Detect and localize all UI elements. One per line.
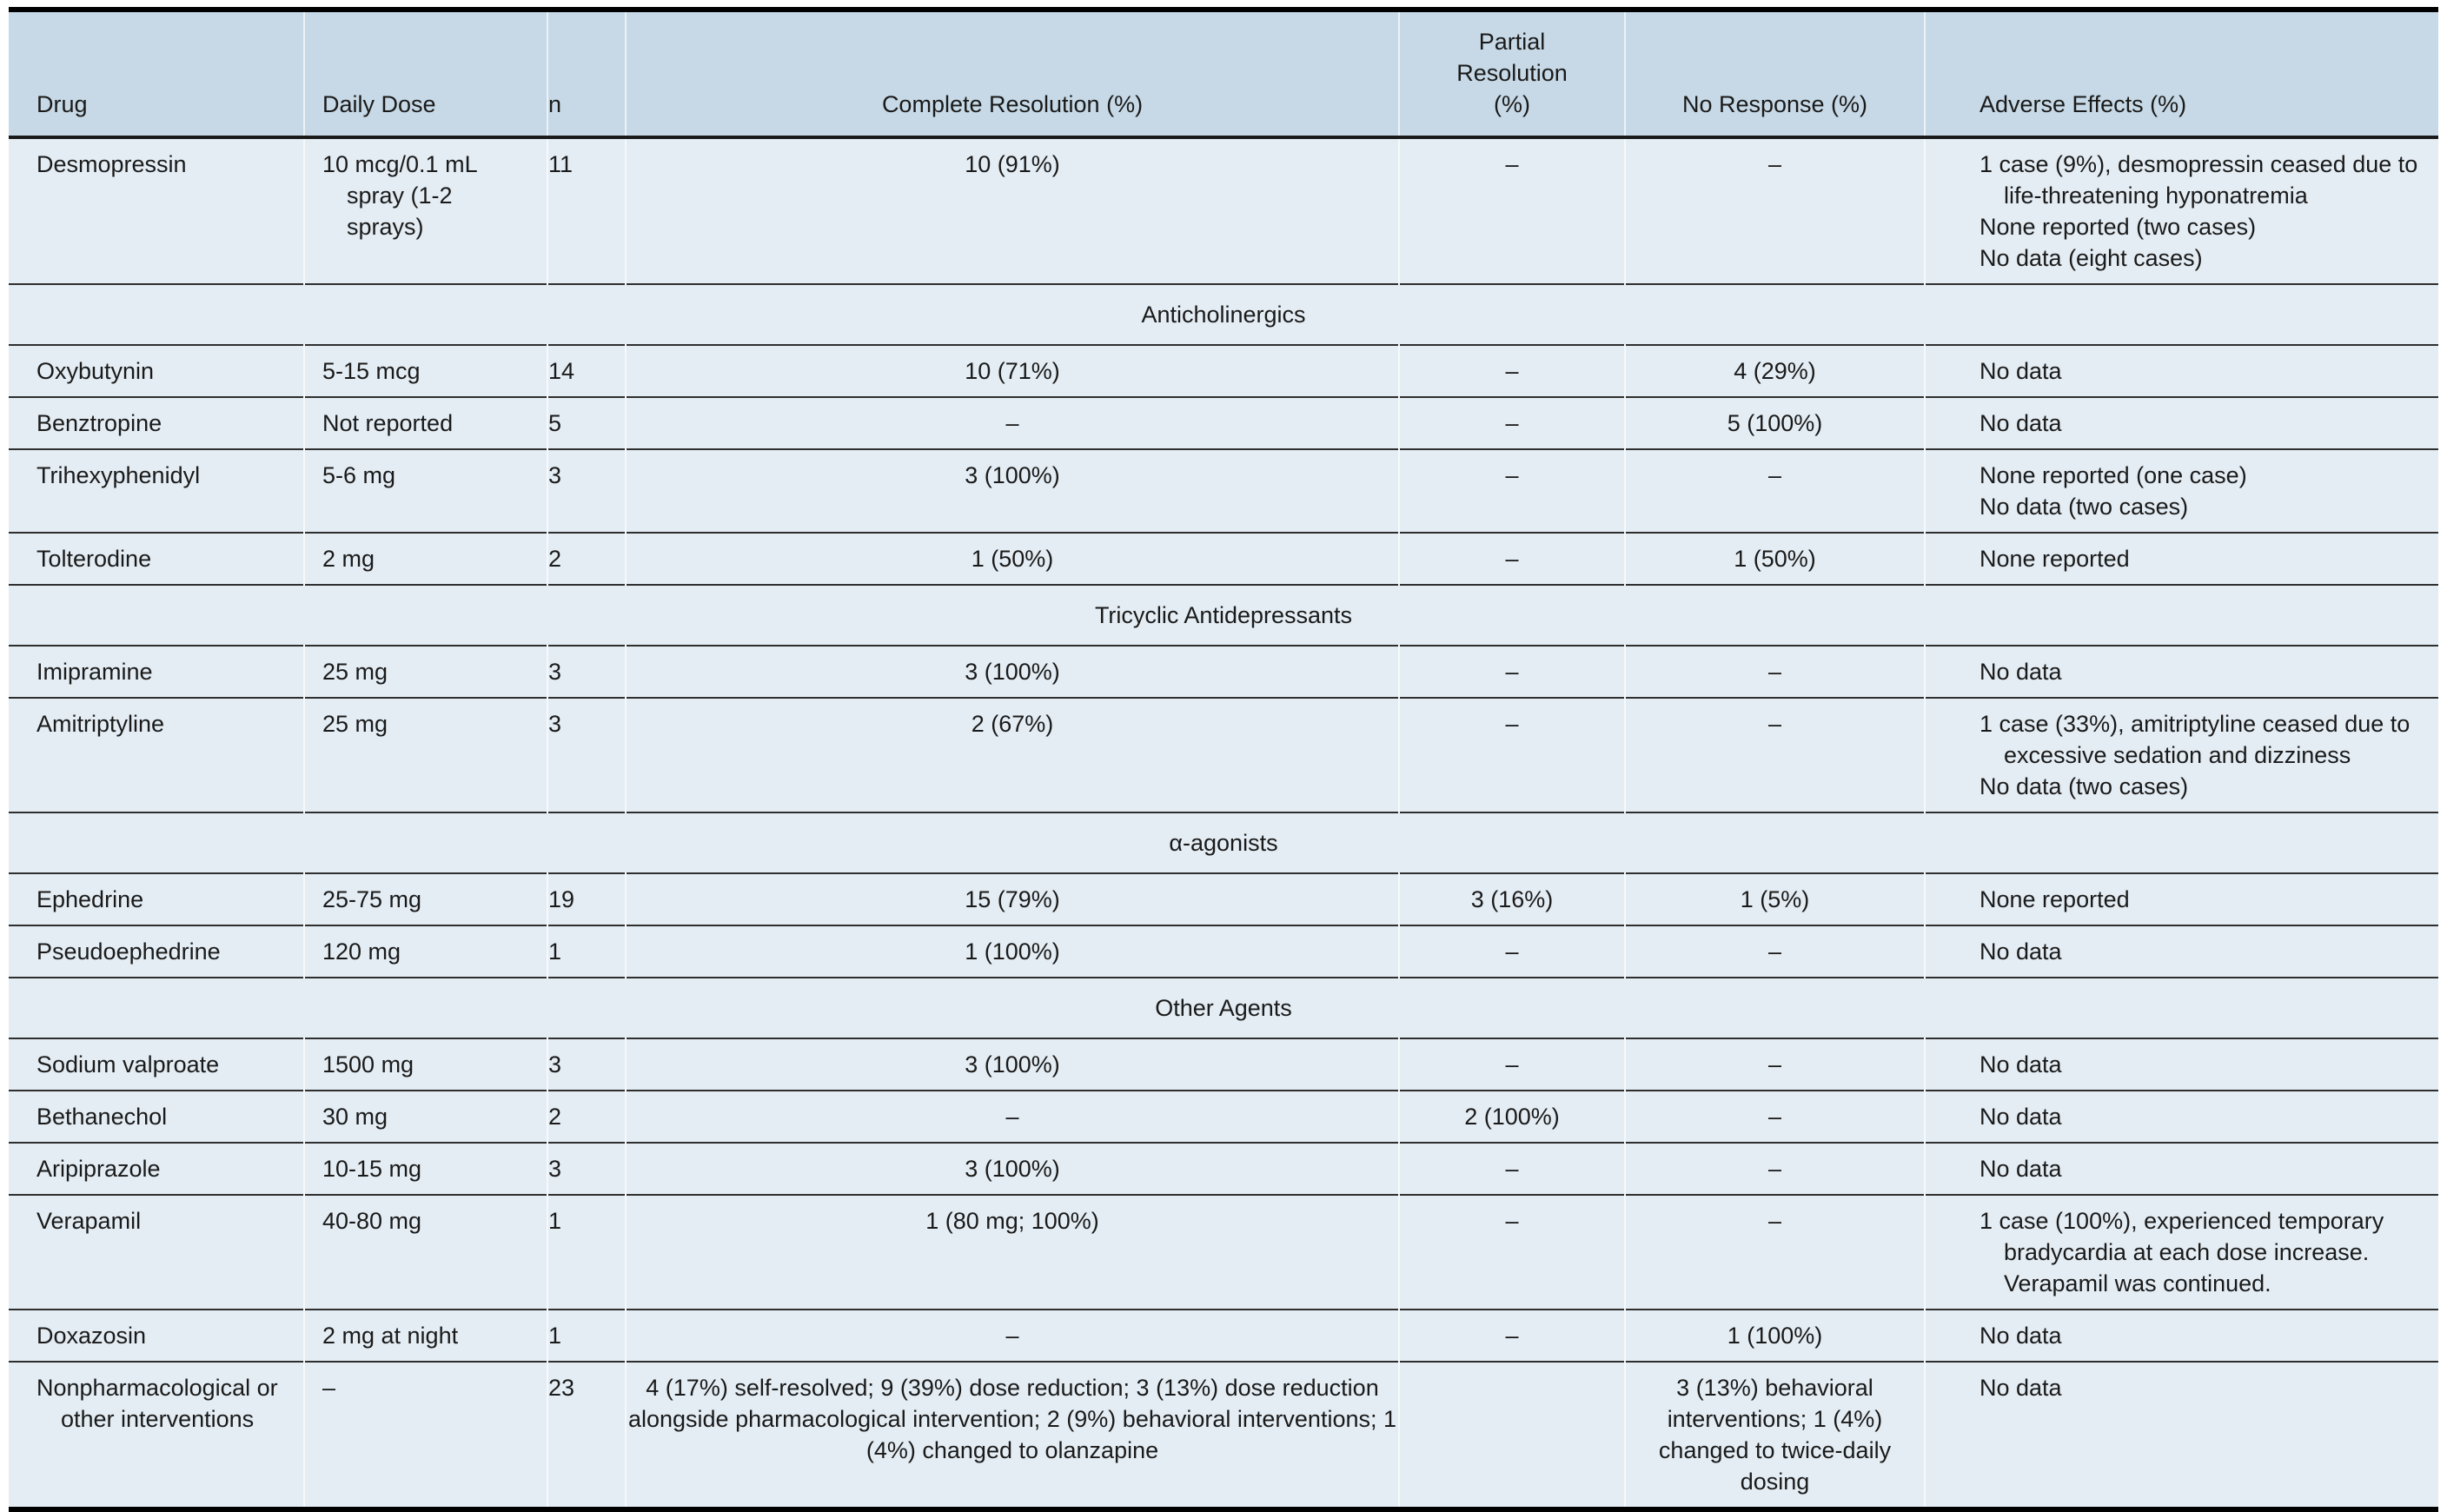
adverse-effect-entry: No data: [1979, 1104, 2062, 1130]
adverse-effects-cell: [1925, 397, 2438, 449]
drug-name-cell-text: Imipramine: [36, 659, 153, 685]
daily-dose-cell-text: 25 mg: [322, 711, 388, 737]
complete-resolution-cell: [626, 345, 1399, 397]
n-cell: [547, 1143, 626, 1195]
partial-resolution-cell: [1399, 345, 1625, 397]
partial-resolution-cell-text: –: [1505, 1051, 1519, 1078]
complete-resolution-cell-text: 2 (67%): [971, 711, 1054, 737]
no-response-cell-text: –: [1767, 1208, 1782, 1234]
column-header-adverse-effects: Adverse Effects (%): [1925, 10, 2438, 137]
complete-resolution-cell-text: 3 (100%): [965, 462, 1060, 488]
partial-resolution-cell: [1399, 1038, 1625, 1091]
adverse-effects-cell: [1925, 345, 2438, 397]
drug-name-cell-text: Ephedrine: [36, 886, 144, 912]
table-row: [9, 345, 2438, 397]
drug-name-cell-text: Doxazosin: [36, 1323, 147, 1349]
n-cell-text: 3: [548, 1051, 562, 1078]
daily-dose-cell-text: 2 mg at night: [322, 1323, 459, 1349]
daily-dose-cell: [304, 1195, 547, 1310]
daily-dose-cell: [304, 925, 547, 978]
n-cell: [547, 1038, 626, 1091]
partial-resolution-cell-text: –: [1505, 938, 1519, 965]
no-response-cell-text: –: [1767, 462, 1782, 488]
daily-dose-cell: [304, 345, 547, 397]
daily-dose-cell: [304, 1038, 547, 1091]
partial-resolution-cell-text: –: [1505, 711, 1519, 737]
n-cell: [547, 925, 626, 978]
drug-name-cell-text: Tolterodine: [36, 546, 152, 572]
daily-dose-cell-text: 2 mg: [322, 546, 375, 572]
n-cell-text: 11: [548, 151, 574, 177]
adverse-effect-entry: No data: [1979, 659, 2062, 685]
adverse-effects-cell: [1925, 925, 2438, 978]
adverse-effect-entry: No data: [1979, 1375, 2062, 1401]
no-response-cell-text: –: [1767, 1104, 1782, 1130]
daily-dose-cell-text: 1500 mg: [322, 1051, 414, 1078]
partial-resolution-cell-text: –: [1505, 410, 1519, 436]
table-row: [9, 397, 2438, 449]
section-label: α-agonists: [9, 812, 2438, 873]
complete-resolution-cell: [626, 1195, 1399, 1310]
drug-name-cell: [9, 449, 304, 533]
no-response-cell: [1625, 397, 1925, 449]
n-cell-text: 3: [548, 711, 562, 737]
partial-resolution-cell: [1399, 1195, 1625, 1310]
header-row: [9, 10, 2438, 137]
daily-dose-cell-text: Not reported: [322, 410, 454, 436]
complete-resolution-cell: [626, 137, 1399, 284]
drug-outcomes-table: [9, 7, 2438, 1512]
complete-resolution-cell-text: 1 (100%): [965, 938, 1060, 965]
daily-dose-cell: [304, 698, 547, 812]
column-header-drug: Drug: [9, 10, 304, 137]
drug-name-cell: [9, 1091, 304, 1143]
adverse-effects-cell: [1925, 698, 2438, 812]
column-header-complete-resolution: Complete Resolution (%): [626, 10, 1399, 137]
daily-dose-cell: [304, 646, 547, 698]
complete-resolution-cell-text: 1 (80 mg; 100%): [925, 1208, 1099, 1234]
table-row: [9, 873, 2438, 925]
complete-resolution-cell: [626, 646, 1399, 698]
complete-resolution-cell-text: 3 (100%): [965, 1156, 1060, 1182]
complete-resolution-cell: [626, 533, 1399, 585]
no-response-cell-text: 1 (5%): [1740, 886, 1810, 912]
adverse-effect-entry: No data: [1979, 1051, 2062, 1078]
column-header-partial-resolution: [1399, 10, 1625, 137]
daily-dose-cell-text: 30 mg: [322, 1104, 388, 1130]
n-cell-text: 14: [548, 358, 575, 384]
table-row: [9, 925, 2438, 978]
no-response-cell: [1625, 925, 1925, 978]
partial-resolution-cell-text: –: [1505, 1323, 1519, 1349]
complete-resolution-cell-text: 10 (91%): [965, 151, 1060, 177]
no-response-cell: [1625, 1362, 1925, 1509]
table-row: [9, 1195, 2438, 1310]
no-response-cell-text: –: [1767, 1051, 1782, 1078]
n-cell: [547, 1362, 626, 1509]
complete-resolution-cell: [626, 1143, 1399, 1195]
adverse-effect-entry: 1 case (9%), desmopressin ceased due to life-threatening hyponatremia: [1979, 151, 2418, 209]
daily-dose-cell: [304, 137, 547, 284]
complete-resolution-cell-text: –: [1005, 1104, 1019, 1130]
drug-name-cell: [9, 533, 304, 585]
adverse-effects-cell: [1925, 449, 2438, 533]
adverse-effects-cell: [1925, 646, 2438, 698]
adverse-effect-entry: None reported (two cases): [1979, 214, 2257, 240]
n-cell: [547, 533, 626, 585]
n-cell: [547, 397, 626, 449]
drug-name-cell-text: Trihexyphenidyl: [36, 462, 201, 488]
drug-name-cell-text: Desmopressin: [36, 151, 187, 177]
partial-resolution-cell-text: 3 (16%): [1470, 886, 1554, 912]
no-response-cell: [1625, 137, 1925, 284]
partial-resolution-cell: [1399, 533, 1625, 585]
no-response-cell-text: 3 (13%) behavioral interventions; 1 (4%) changed to twice-daily dosing: [1658, 1375, 1892, 1495]
no-response-cell: [1625, 1310, 1925, 1362]
drug-name-cell-text: Amitriptyline: [36, 711, 165, 737]
n-cell: [547, 1091, 626, 1143]
n-cell-text: 1: [548, 1208, 562, 1234]
complete-resolution-cell: [626, 1310, 1399, 1362]
drug-name-cell-text: Verapamil: [36, 1208, 142, 1234]
complete-resolution-cell-text: 3 (100%): [965, 659, 1060, 685]
adverse-effect-entry: No data (two cases): [1979, 773, 2189, 799]
no-response-cell-text: 4 (29%): [1734, 358, 1816, 384]
complete-resolution-cell: [626, 873, 1399, 925]
daily-dose-cell-text: 40-80 mg: [322, 1208, 422, 1234]
drug-name-cell: [9, 1195, 304, 1310]
adverse-effect-entry: No data: [1979, 410, 2062, 436]
no-response-cell: [1625, 873, 1925, 925]
daily-dose-cell-text: 25-75 mg: [322, 886, 422, 912]
partial-resolution-cell-text: –: [1505, 151, 1519, 177]
daily-dose-cell: [304, 1091, 547, 1143]
adverse-effect-entry: None reported (one case): [1979, 462, 2247, 488]
no-response-cell: [1625, 646, 1925, 698]
n-cell: [547, 1310, 626, 1362]
partial-resolution-cell: [1399, 137, 1625, 284]
drug-name-cell: [9, 646, 304, 698]
section-label: Tricyclic Antidepressants: [9, 585, 2438, 646]
complete-resolution-cell-text: 1 (50%): [971, 546, 1054, 572]
no-response-cell-text: –: [1767, 1156, 1782, 1182]
section-label: Anticholinergics: [9, 284, 2438, 345]
no-response-cell-text: 5 (100%): [1727, 410, 1823, 436]
no-response-cell: [1625, 533, 1925, 585]
adverse-effect-entry: None reported: [1979, 546, 2130, 572]
table-row: [9, 1362, 2438, 1509]
drug-name-cell: [9, 1038, 304, 1091]
no-response-cell-text: 1 (50%): [1734, 546, 1816, 572]
adverse-effects-cell: [1925, 533, 2438, 585]
daily-dose-cell-text: –: [322, 1375, 336, 1401]
adverse-effect-entry: No data: [1979, 1323, 2062, 1349]
drug-name-cell: [9, 873, 304, 925]
n-cell-text: 1: [548, 1323, 562, 1349]
adverse-effects-cell: [1925, 1195, 2438, 1310]
partial-resolution-cell: [1399, 698, 1625, 812]
daily-dose-cell: [304, 1143, 547, 1195]
n-cell-text: 23: [548, 1375, 575, 1401]
daily-dose-cell: [304, 533, 547, 585]
partial-resolution-cell-text: 2 (100%): [1464, 1104, 1560, 1130]
table-row: [9, 137, 2438, 284]
drug-name-cell: [9, 137, 304, 284]
daily-dose-cell-text: 5-15 mcg: [322, 358, 421, 384]
complete-resolution-cell-text: 15 (79%): [965, 886, 1060, 912]
adverse-effect-entry: 1 case (33%), amitriptyline ceased due to excessive sedation and dizziness: [1979, 711, 2411, 768]
partial-resolution-cell: [1399, 1362, 1625, 1509]
n-cell-text: 3: [548, 1156, 562, 1182]
complete-resolution-cell-text: 4 (17%) self-resolved; 9 (39%) dose reduction; 3 (13%) dose reduction alongside pharmacological intervention; 2 (9%) behavioral interventions; 1 (4%) changed to olanzapine: [627, 1375, 1396, 1463]
complete-resolution-cell-text: 3 (100%): [965, 1051, 1060, 1078]
section-row: [9, 585, 2438, 646]
adverse-effect-entry: 1 case (100%), experienced temporary bradycardia at each dose increase. Verapamil was continued.: [1979, 1208, 2384, 1296]
adverse-effects-cell: [1925, 1143, 2438, 1195]
table-row: [9, 449, 2438, 533]
drug-name-cell-text: Sodium valproate: [36, 1051, 220, 1078]
section-row: [9, 978, 2438, 1038]
complete-resolution-cell-text: –: [1005, 410, 1019, 436]
partial-resolution-cell-text: –: [1505, 546, 1519, 572]
partial-resolution-cell-text: –: [1505, 1156, 1519, 1182]
drug-name-cell-text: Bethanechol: [36, 1104, 168, 1130]
complete-resolution-cell: [626, 1362, 1399, 1509]
drug-name-cell-text: Pseudoephedrine: [36, 938, 221, 965]
complete-resolution-cell: [626, 449, 1399, 533]
partial-resolution-cell: [1399, 873, 1625, 925]
drug-name-cell-text: Oxybutynin: [36, 358, 155, 384]
drug-name-cell-text: Benztropine: [36, 410, 162, 436]
no-response-cell-text: –: [1767, 938, 1782, 965]
complete-resolution-cell: [626, 698, 1399, 812]
n-cell: [547, 873, 626, 925]
partial-resolution-cell-text: –: [1505, 659, 1519, 685]
partial-resolution-cell: [1399, 397, 1625, 449]
n-cell: [547, 449, 626, 533]
partial-resolution-cell: [1399, 646, 1625, 698]
partial-resolution-cell: [1399, 1091, 1625, 1143]
partial-resolution-cell-text: –: [1505, 462, 1519, 488]
table-row: [9, 646, 2438, 698]
no-response-cell-text: –: [1767, 659, 1782, 685]
partial-resolution-cell: [1399, 1310, 1625, 1362]
daily-dose-cell-text: 10 mcg/0.1 mL spray (1-2 sprays): [322, 151, 477, 240]
no-response-cell: [1625, 698, 1925, 812]
adverse-effects-cell: [1925, 873, 2438, 925]
n-cell-text: 3: [548, 659, 562, 685]
daily-dose-cell-text: 10-15 mg: [322, 1156, 422, 1182]
partial-resolution-cell-text: –: [1505, 358, 1519, 384]
no-response-cell-text: 1 (100%): [1727, 1323, 1823, 1349]
column-header-partial-resolution-label: Partial Resolution (%): [1456, 29, 1568, 117]
partial-resolution-cell: [1399, 449, 1625, 533]
complete-resolution-cell: [626, 1091, 1399, 1143]
adverse-effects-cell: [1925, 1362, 2438, 1509]
adverse-effect-entry: No data (two cases): [1979, 494, 2189, 520]
adverse-effect-entry: None reported: [1979, 886, 2130, 912]
daily-dose-cell: [304, 1310, 547, 1362]
n-cell: [547, 137, 626, 284]
table-row: [9, 698, 2438, 812]
daily-dose-cell-text: 120 mg: [322, 938, 401, 965]
complete-resolution-cell: [626, 925, 1399, 978]
no-response-cell: [1625, 1195, 1925, 1310]
adverse-effect-entry: No data: [1979, 1156, 2062, 1182]
daily-dose-cell-text: 5-6 mg: [322, 462, 396, 488]
daily-dose-cell: [304, 449, 547, 533]
adverse-effects-cell: [1925, 1310, 2438, 1362]
no-response-cell: [1625, 345, 1925, 397]
adverse-effects-cell: [1925, 1091, 2438, 1143]
daily-dose-cell: [304, 1362, 547, 1509]
n-cell-text: 2: [548, 1104, 562, 1130]
adverse-effect-entry: No data: [1979, 938, 2062, 965]
table-body: [9, 137, 2438, 1509]
complete-resolution-cell: [626, 397, 1399, 449]
no-response-cell-text: –: [1767, 711, 1782, 737]
complete-resolution-cell-text: 10 (71%): [965, 358, 1060, 384]
n-cell: [547, 646, 626, 698]
drug-name-cell-text: Aripiprazole: [36, 1156, 161, 1182]
column-header-no-response: No Response (%): [1625, 10, 1925, 137]
no-response-cell: [1625, 1091, 1925, 1143]
n-cell-text: 1: [548, 938, 562, 965]
partial-resolution-cell-text: –: [1505, 1208, 1519, 1234]
table-row: [9, 1091, 2438, 1143]
column-header-n: n: [547, 10, 626, 137]
drug-name-cell: [9, 345, 304, 397]
drug-name-cell-text: Nonpharmacological or other interventions: [36, 1375, 278, 1432]
section-label: Other Agents: [9, 978, 2438, 1038]
n-cell-text: 3: [548, 462, 562, 488]
daily-dose-cell-text: 25 mg: [322, 659, 388, 685]
section-row: [9, 284, 2438, 345]
drug-name-cell: [9, 925, 304, 978]
n-cell: [547, 1195, 626, 1310]
drug-outcomes-table-wrapper: [9, 7, 2438, 1512]
drug-name-cell: [9, 397, 304, 449]
n-cell-text: 2: [548, 546, 562, 572]
partial-resolution-cell: [1399, 1143, 1625, 1195]
column-header-daily-dose: Daily Dose: [304, 10, 547, 137]
section-row: [9, 812, 2438, 873]
n-cell: [547, 698, 626, 812]
n-cell-text: 19: [548, 886, 575, 912]
daily-dose-cell: [304, 873, 547, 925]
no-response-cell: [1625, 1143, 1925, 1195]
table-row: [9, 1038, 2438, 1091]
n-cell-text: 5: [548, 410, 562, 436]
n-cell: [547, 345, 626, 397]
drug-name-cell: [9, 1362, 304, 1509]
table-header: [9, 10, 2438, 137]
complete-resolution-cell-text: –: [1005, 1323, 1019, 1349]
daily-dose-cell: [304, 397, 547, 449]
partial-resolution-cell: [1399, 925, 1625, 978]
complete-resolution-cell: [626, 1038, 1399, 1091]
no-response-cell: [1625, 449, 1925, 533]
adverse-effect-entry: No data: [1979, 358, 2062, 384]
adverse-effects-cell: [1925, 1038, 2438, 1091]
table-row: [9, 1143, 2438, 1195]
drug-name-cell: [9, 1143, 304, 1195]
drug-name-cell: [9, 698, 304, 812]
adverse-effect-entry: No data (eight cases): [1979, 245, 2203, 271]
table-row: [9, 533, 2438, 585]
no-response-cell: [1625, 1038, 1925, 1091]
table-row: [9, 1310, 2438, 1362]
drug-name-cell: [9, 1310, 304, 1362]
no-response-cell-text: –: [1767, 151, 1782, 177]
adverse-effects-cell: [1925, 137, 2438, 284]
